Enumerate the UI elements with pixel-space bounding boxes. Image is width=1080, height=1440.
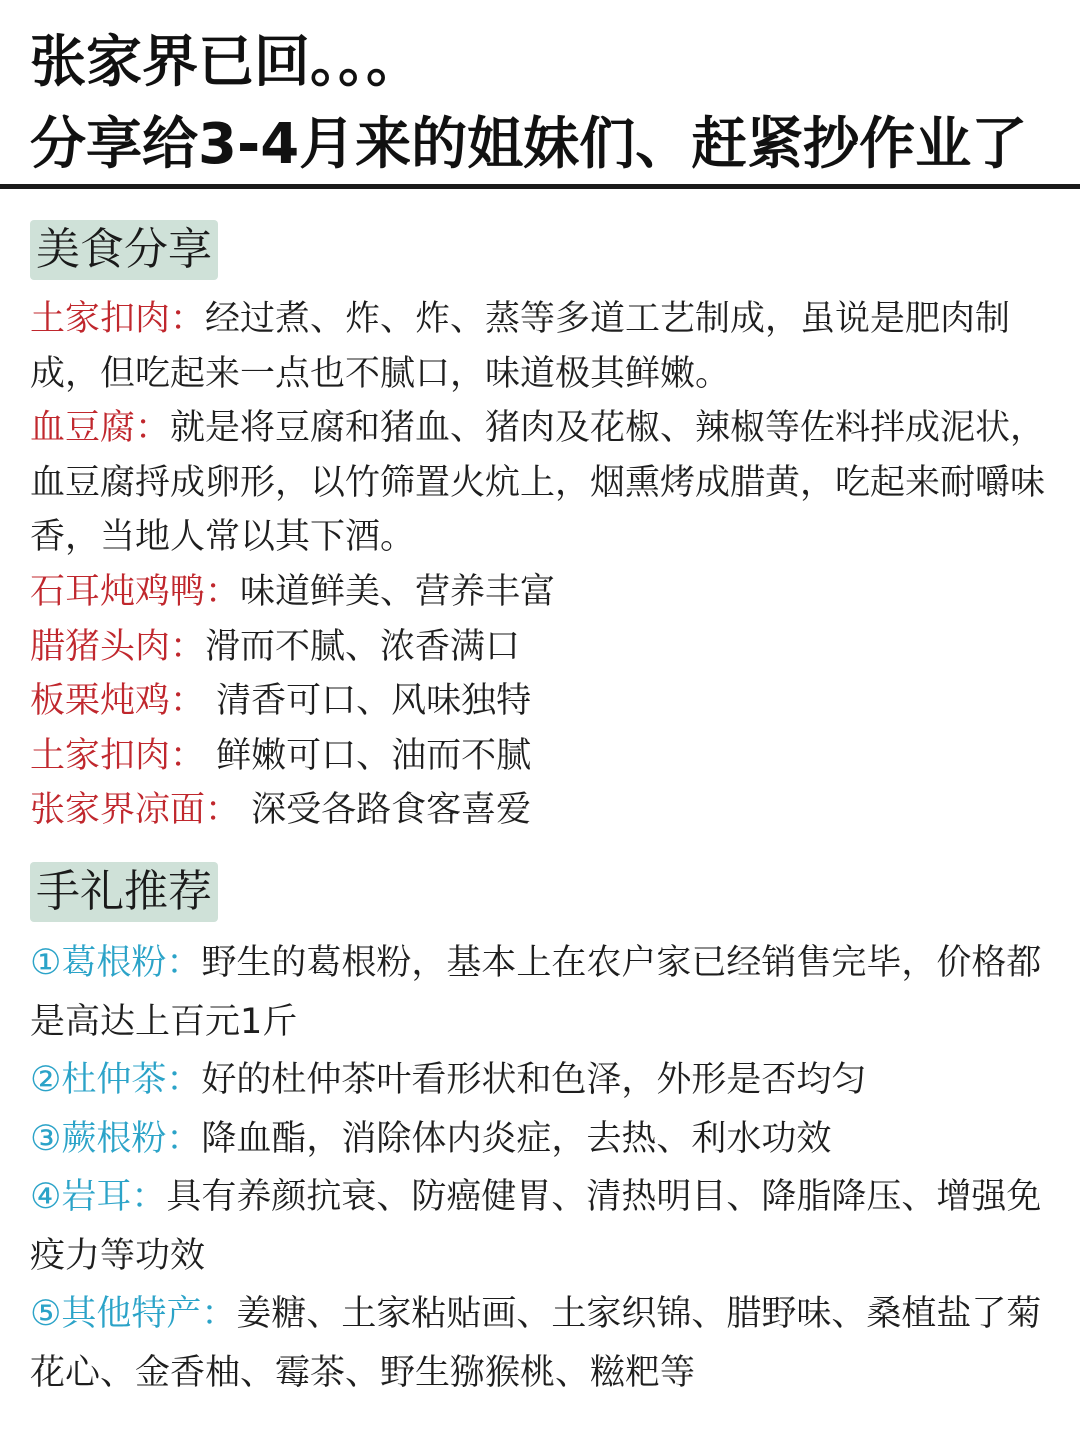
food-item-text: 深受各路食客喜爱 — [240, 790, 532, 831]
food-item-text: 清香可口、风味独特 — [205, 681, 532, 722]
gift-list — [30, 934, 1050, 1402]
food-list — [30, 292, 1050, 838]
food-item-text: 滑而不腻、浓香满口 — [205, 626, 521, 667]
food-item-label: 血豆腐： — [30, 408, 171, 449]
gift-item-text: 好的杜仲茶叶看形状和色泽，外形是否均匀 — [201, 1060, 867, 1100]
gift-item-text: 降血酯，消除体内炎症，去热、利水功效 — [201, 1118, 832, 1159]
gift-item — [30, 1168, 1050, 1285]
food-item — [30, 620, 1050, 675]
gift-item — [30, 934, 1050, 1051]
gift-item-text: 姜糖、土家粘贴画、土家织锦、腊野味、桑植盐了菊花心、金香柚、霉茶、野生猕猴桃、糍粑等 — [30, 1294, 1042, 1393]
gift-item-text: 具有养颜抗衰、防癌健胃、清热明目、降脂降压、增强免疫力等功效 — [30, 1177, 1042, 1276]
gift-item — [30, 1110, 1050, 1169]
food-item-text: 鲜嫩可口、油而不腻 — [205, 735, 532, 776]
title-line-1: 张家界已回。。。 — [30, 30, 422, 95]
food-item-text: 就是将豆腐和猪血、猪肉及花椒、辣椒等佐料拌成泥状，血豆腐捋成卵形，以竹筛置火炕上，烟熏烤成腊黄，吃起来耐嚼味香，当地人常以其下酒。 — [30, 408, 1046, 558]
food-item — [30, 565, 1050, 620]
food-item — [30, 729, 1050, 784]
food-item-label: 板栗炖鸡： — [30, 681, 206, 722]
food-item-text: 经过煮、炸、炸、蒸等多道工艺制成，虽说是肥肉制成，但吃起来一点也不腻口，味道极其鲜嫩。 — [30, 299, 1011, 394]
title-line-2: 分享给3-4月来的姐妹们、赶紧抄作业了 — [30, 112, 1028, 177]
food-item-label: 腊猪头肉： — [30, 626, 206, 667]
title-divider — [0, 184, 1080, 189]
gift-item — [30, 1285, 1050, 1402]
gift-item-label: ②杜仲茶： — [30, 1060, 202, 1100]
food-item-label: 张家界凉面： — [30, 790, 241, 831]
food-item-label: 土家扣肉： — [30, 299, 206, 339]
food-item-label: 土家扣肉： — [30, 735, 206, 776]
title-block — [30, 22, 1070, 186]
food-item — [30, 401, 1050, 565]
food-item-text: 味道鲜美、营养丰富 — [240, 571, 556, 612]
food-item — [30, 292, 1050, 401]
gift-item-text: 野生的葛根粉，基本上在农户家已经销售完毕，价格都是高达上百元1斤 — [30, 943, 1042, 1042]
gift-item — [30, 1051, 1050, 1110]
food-item-label: 石耳炖鸡鸭： — [30, 571, 241, 612]
gift-item-label: ③蕨根粉： — [30, 1118, 202, 1159]
gift-item-label: ⑤其他特产： — [30, 1294, 237, 1334]
food-item — [30, 783, 1050, 838]
section-heading-gifts: 手礼推荐 — [30, 862, 218, 922]
gift-item-label: ①葛根粉： — [30, 943, 202, 983]
food-item — [30, 674, 1050, 729]
section-heading-food: 美食分享 — [30, 220, 218, 280]
gift-item-label: ④岩耳： — [30, 1177, 167, 1217]
